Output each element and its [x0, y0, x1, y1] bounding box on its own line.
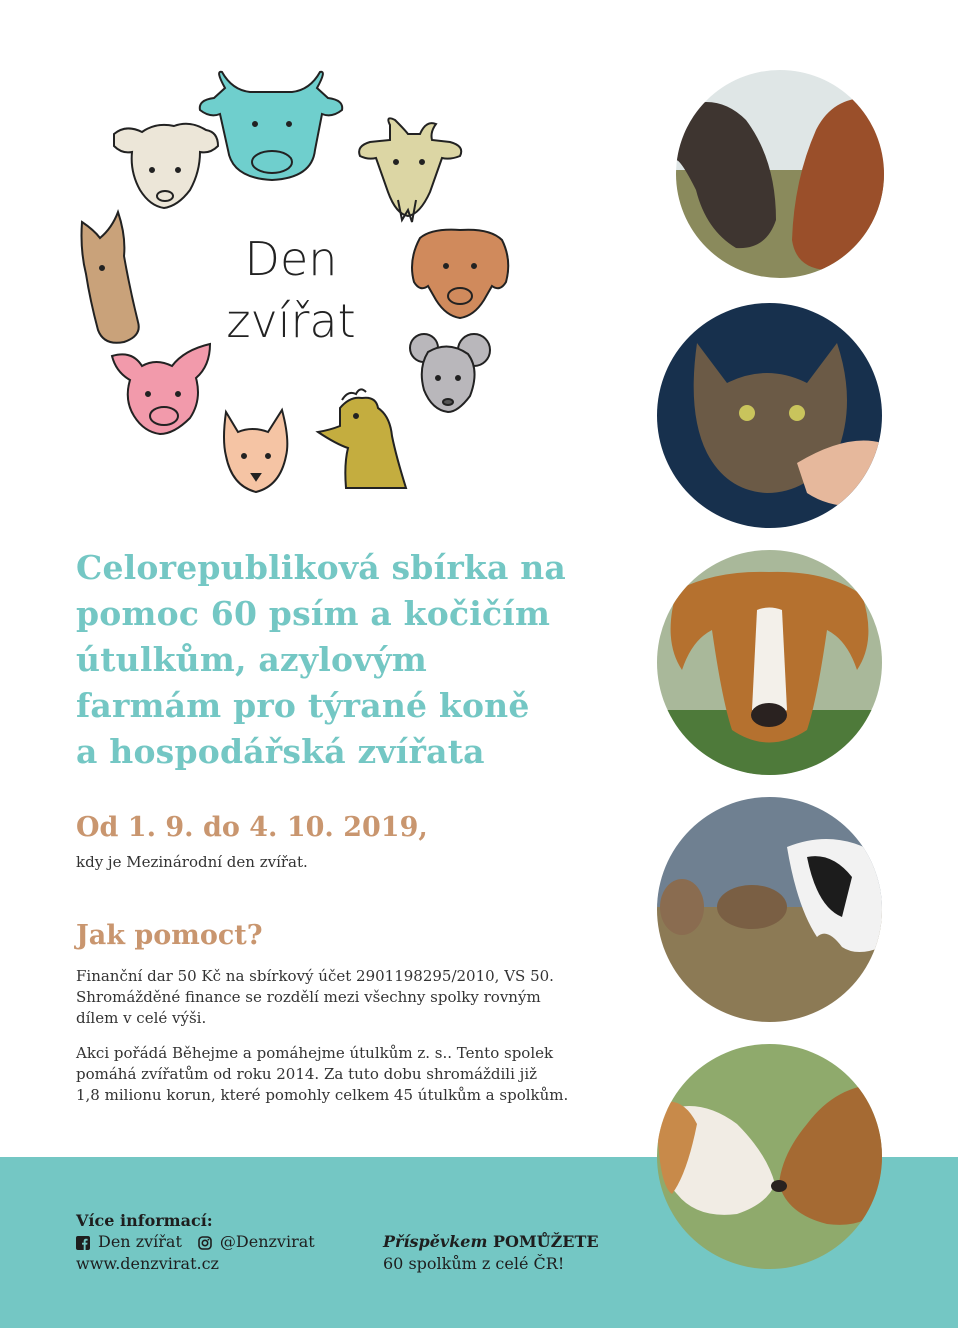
cta-line1 [383, 1232, 599, 1251]
logo-title [196, 228, 386, 352]
social-links [76, 1232, 315, 1251]
cta-line2: 60 spolkům z celé ČR! [383, 1254, 565, 1273]
goat-head-icon [359, 118, 461, 222]
photo-sheep-cow [657, 797, 882, 1022]
dates-heading: Od 1. 9. do 4. 10. 2019, [76, 812, 428, 843]
organizer-paragraph [76, 1043, 596, 1106]
photo-cat [657, 303, 882, 528]
paragraph-line: dílem v celé výši. [76, 1009, 207, 1027]
instagram-icon[interactable] [198, 1235, 212, 1249]
how-to-help-heading: Jak pomoct? [76, 920, 263, 951]
headline-line: a hospodářská zvířata [76, 732, 485, 771]
mouse-head-icon [410, 334, 490, 412]
paragraph-line: pomáhá zvířatům od roku 2014. Za tuto dobu shromáždili již [76, 1065, 538, 1083]
headline-line: útulkům, azylovým [76, 640, 428, 679]
paragraph-line: 1,8 milionu korun, které pomohly celkem 45 útulkům a spolkům. [76, 1086, 569, 1104]
cta-strong: POMŮŽETE [492, 1232, 599, 1251]
photo-horses [676, 70, 884, 278]
sheep-head-icon [114, 124, 218, 208]
chicken-head-icon [318, 389, 406, 488]
photo-dogs-nose [657, 1044, 882, 1269]
cat-head-icon [224, 410, 287, 492]
logo-title-line2: zvířat [226, 294, 356, 348]
paragraph-line: Shromážděné finance se rozdělí mezi všechny spolky rovným [76, 988, 541, 1006]
horse-head-icon [82, 212, 139, 343]
dog-head-icon [412, 230, 508, 318]
facebook-link[interactable]: Den zvířat [98, 1232, 182, 1251]
cow-head-icon [200, 72, 342, 180]
photo-dog [657, 550, 882, 775]
headline-line: farmám pro týrané koně [76, 686, 530, 725]
instagram-link[interactable]: @Denzvirat [219, 1232, 315, 1251]
donation-paragraph [76, 966, 596, 1029]
headline-line: pomoc 60 psím a kočičím [76, 594, 551, 633]
logo-title-line1: Den [244, 232, 338, 286]
website-link[interactable]: www.denzvirat.cz [76, 1254, 219, 1273]
cta-prefix: Příspěvkem [383, 1232, 488, 1251]
more-info-heading: Více informací: [76, 1211, 213, 1230]
dates-subtext: kdy je Mezinárodní den zvířat. [76, 853, 308, 871]
facebook-icon[interactable] [76, 1235, 90, 1249]
headline [76, 545, 616, 775]
paragraph-line: Finanční dar 50 Kč na sbírkový účet 2901198295/2010, VS 50. [76, 967, 554, 985]
headline-line: Celorepubliková sbírka na [76, 548, 567, 587]
paragraph-line: Akci pořádá Běhejme a pomáhejme útulkům z. s.. Tento spolek [76, 1044, 554, 1062]
pig-head-icon [112, 344, 210, 434]
